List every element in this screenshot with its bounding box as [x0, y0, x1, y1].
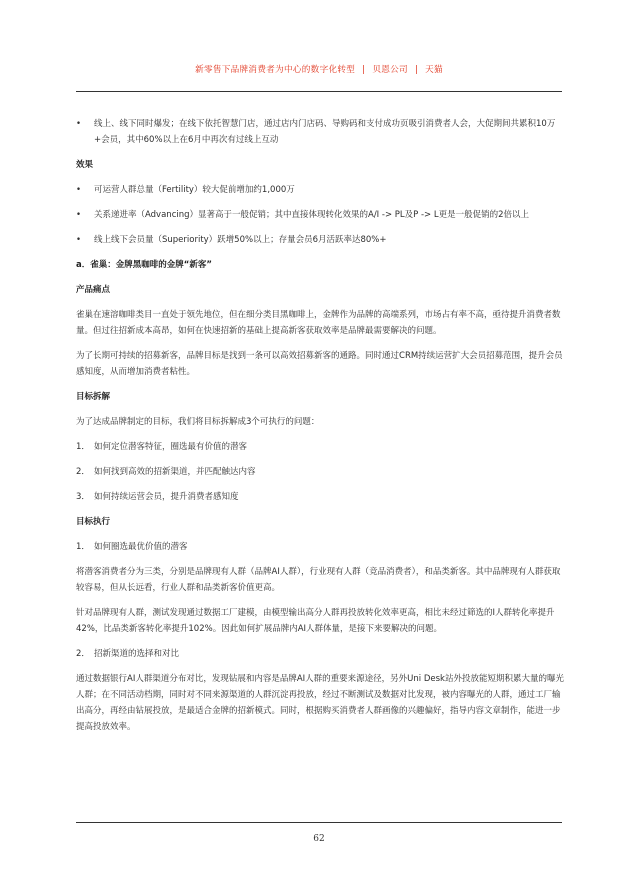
item-text: 线上线下会员量（Superiority）跃增50%以上；存量会员6月活跃率达80%+	[94, 235, 387, 245]
running-header	[76, 63, 562, 83]
header-title: 新零售下品牌消费者为中心的数字化转型	[195, 65, 356, 75]
bullet-item	[76, 232, 565, 248]
paragraph: 为了长期可持续的招募新客，品牌目标是找到一条可以高效招募新客的通路。同时通过CRM持续运营扩大会员招募范围，提升会员感知度，从而增加消费者粘性。	[76, 351, 563, 377]
item-number: 3．	[76, 492, 90, 502]
paragraph: 雀巢在速溶咖啡类目一直处于领先地位，但在细分类目黑咖啡上，金牌作为品牌的高端系列，市场占有率不高，亟待提升消费者数量。但过往招新成本高昂，如何在快速招新的基础上提高新客获取效率是品牌最需要解决的问题。	[76, 310, 561, 336]
item-text: 如何圈选最优价值的潜客	[94, 542, 188, 552]
bullet-item	[76, 116, 565, 148]
item-text: 关系递进率（Advancing）显著高于一般促销；其中直接体现转化效果的A/I -> PL及P -> L更是一般促销的2倍以上	[94, 210, 530, 220]
paragraph: 针对品牌现有人群，测试发现通过数据工厂建模，由模型输出高分人群再投放转化效率更高，相比未经过筛选的I人群转化率提升42%，比品类新客转化率提升102%。因此如何扩展品牌内AI人群体量，是接下来要解决的问题。	[76, 608, 555, 634]
item-number: 2．	[76, 649, 90, 659]
page-body	[76, 116, 565, 744]
header-partner: 天猫	[425, 65, 443, 75]
header-separator: |	[362, 65, 366, 75]
bullet-item	[76, 207, 565, 223]
paragraph: 将潜客消费者分为三类，分别是品牌现有人群（品牌AI人群），行业现有人群（竞品消费者），和品类新客。其中品牌现有人群获取较容易，但从长远看，行业人群和品类新客价值更高。	[76, 567, 561, 593]
bullet-marker: •	[76, 235, 82, 245]
item-number: 1．	[76, 442, 90, 452]
numbered-item	[76, 539, 565, 555]
bullet-marker: •	[76, 185, 82, 195]
numbered-item	[76, 439, 565, 455]
paragraph: 为了达成品牌制定的目标，我们将目标拆解成3个可执行的问题：	[76, 417, 320, 427]
header-separator: |	[414, 65, 419, 75]
paragraph: 通过数据银行AI人群渠道分布对比，发现钻展和内容是品牌AI人群的重要来源途径，另外Uni Desk站外投放能短期积累大量的曝光人群；在不同活动档期，同时对不同来源渠道的人群沉淀再投放，经过不断测试及数据对比发现，被内容曝光的人群，通过工厂输出高分，再经由钻展投放，是最适合金牌的招新模式。同时，根据购买消费者人群画像的兴趣偏好，指导内容文章制作，能进一步提高投放效率。	[76, 674, 564, 732]
item-text: 招新渠道的选择和对比	[94, 649, 180, 659]
item-text: 如何找到高效的招新渠道，并匹配触达内容	[94, 467, 256, 477]
page-number: 62	[313, 834, 325, 844]
section-heading: 目标执行	[76, 517, 111, 527]
item-text: 如何定位潜客特征，圈选最有价值的潜客	[94, 442, 248, 452]
numbered-item	[76, 646, 565, 662]
item-text: 如何持续运营会员，提升消费者感知度	[94, 492, 239, 502]
item-text: 可运营人群总量（Fertility）较大促前增加约1,000万	[94, 185, 295, 195]
bullet-marker: •	[76, 210, 82, 220]
bullet-item	[76, 182, 565, 198]
header-company: 贝恩公司	[372, 65, 408, 75]
item-number: 2．	[76, 467, 90, 477]
numbered-item	[76, 464, 565, 480]
numbered-item	[76, 489, 565, 505]
header-rule	[76, 91, 562, 92]
section-heading: 效果	[76, 160, 94, 170]
section-heading: a．雀巢：金牌黑咖啡的金牌“新客”	[76, 260, 212, 270]
item-number: 1．	[76, 542, 90, 552]
footer-rule	[76, 822, 562, 823]
bullet-marker: •	[76, 119, 82, 129]
item-text: 线上、线下同时爆发；在线下依托智慧门店，通过店内门店码、导购码和支付成功页吸引消费者人会，大促期间共累积10万+会员，其中60%以上在6月中再次有过线上互动	[94, 119, 556, 145]
section-heading: 产品痛点	[76, 285, 111, 295]
section-heading: 目标拆解	[76, 392, 111, 402]
